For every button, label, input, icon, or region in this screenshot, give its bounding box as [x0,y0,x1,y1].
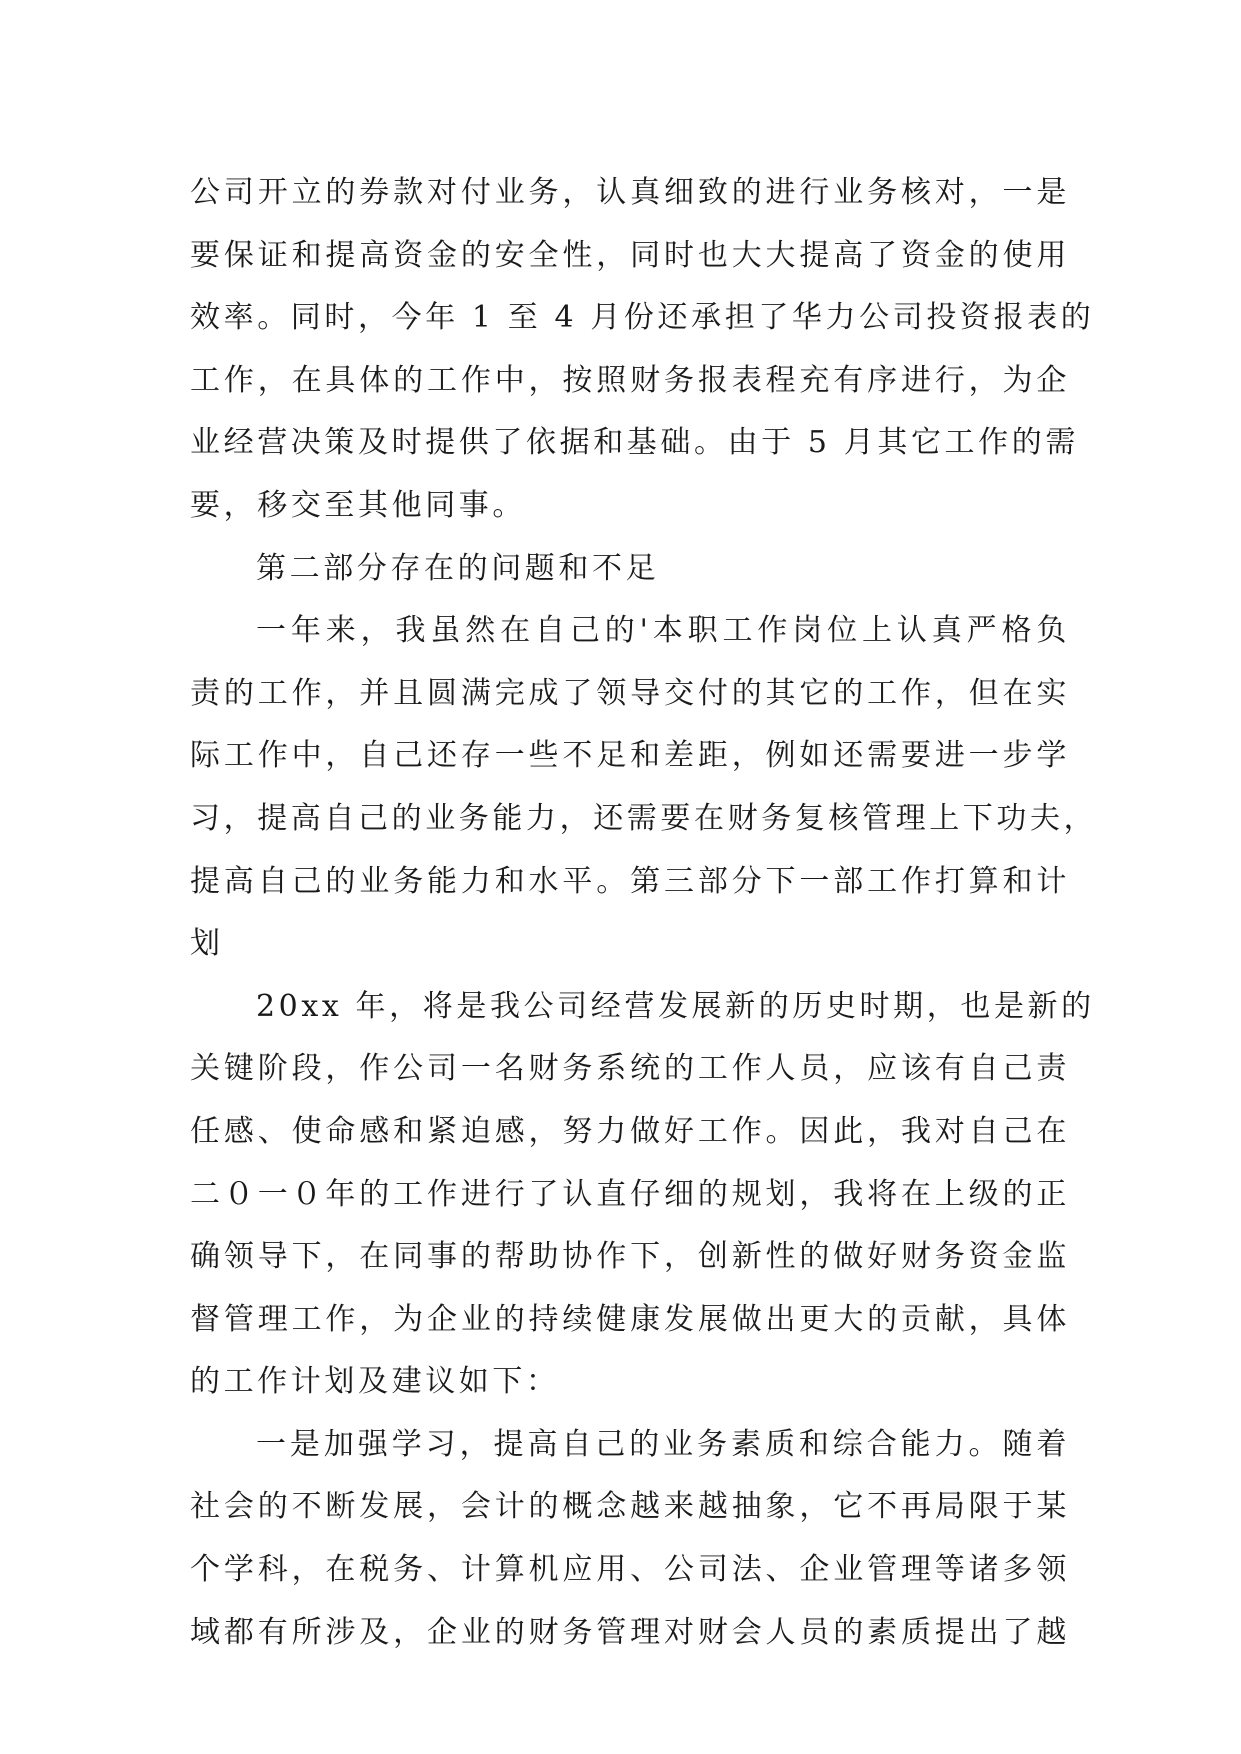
text-line: 个学科，在税务、计算机应用、公司法、企业管理等诸多领 [190,1552,1070,1588]
text-line: 的工作计划及建议如下： [190,1364,560,1400]
text-line: 业经营决策及时提供了依据和基础。由于 5 月其它工作的需 [190,425,1079,461]
text-line: 任感、使命感和紧迫感，努力做好工作。因此，我对自己在 [190,1113,1070,1149]
text-line: 效率。同时，今年 1 至 4 月份还承担了华力公司投资报表的 [190,300,1095,336]
text-line: 关键阶段，作公司一名财务系统的工作人员，应该有自己责 [190,1051,1070,1087]
text-line: 习，提高自己的业务能力，还需要在财务复核管理上下功夫， [190,800,1098,836]
text-line: 社会的不断发展，会计的概念越来越抽象，它不再局限于某 [190,1489,1070,1525]
text-line: 要保证和提高资金的安全性，同时也大大提高了资金的使用 [190,237,1070,273]
text-line: 域都有所涉及，企业的财务管理对财会人员的素质提出了越 [190,1614,1070,1650]
text-line: 划 [190,926,224,962]
text-line: 公司开立的券款对付业务，认真细致的进行业务核对，一是 [190,175,1070,210]
text-line: 际工作中，自己还存一些不足和差距，例如还需要进一步学 [190,738,1070,774]
text-line: 责的工作，并且圆满完成了领导交付的其它的工作，但在实 [190,675,1070,711]
text-line: 一是加强学习，提高自己的业务素质和综合能力。随着 [256,1426,1070,1462]
text-line: 要，移交至其他同事。 [190,487,526,523]
text-line: 确领导下，在同事的帮助协作下，创新性的做好财务资金监 [190,1239,1070,1275]
text-line: 工作，在具体的工作中，按照财务报表程充有序进行，为企 [190,362,1070,398]
text-line: 20xx 年，将是我公司经营发展新的历史时期，也是新的 [256,988,1095,1024]
text-line: 一年来，我虽然在自己的'本职工作岗位上认真严格负 [256,613,1070,649]
section-heading: 第二部分存在的问题和不足 [256,550,660,586]
text-line: 提高自己的业务能力和水平。第三部分下一部工作打算和计 [190,863,1070,899]
text-line: 督管理工作，为企业的持续健康发展做出更大的贡献，具体 [190,1301,1070,1337]
text-line: 二０一０年的工作进行了认直仔细的规划，我将在上级的正 [190,1176,1070,1212]
document-body [190,162,1098,1664]
